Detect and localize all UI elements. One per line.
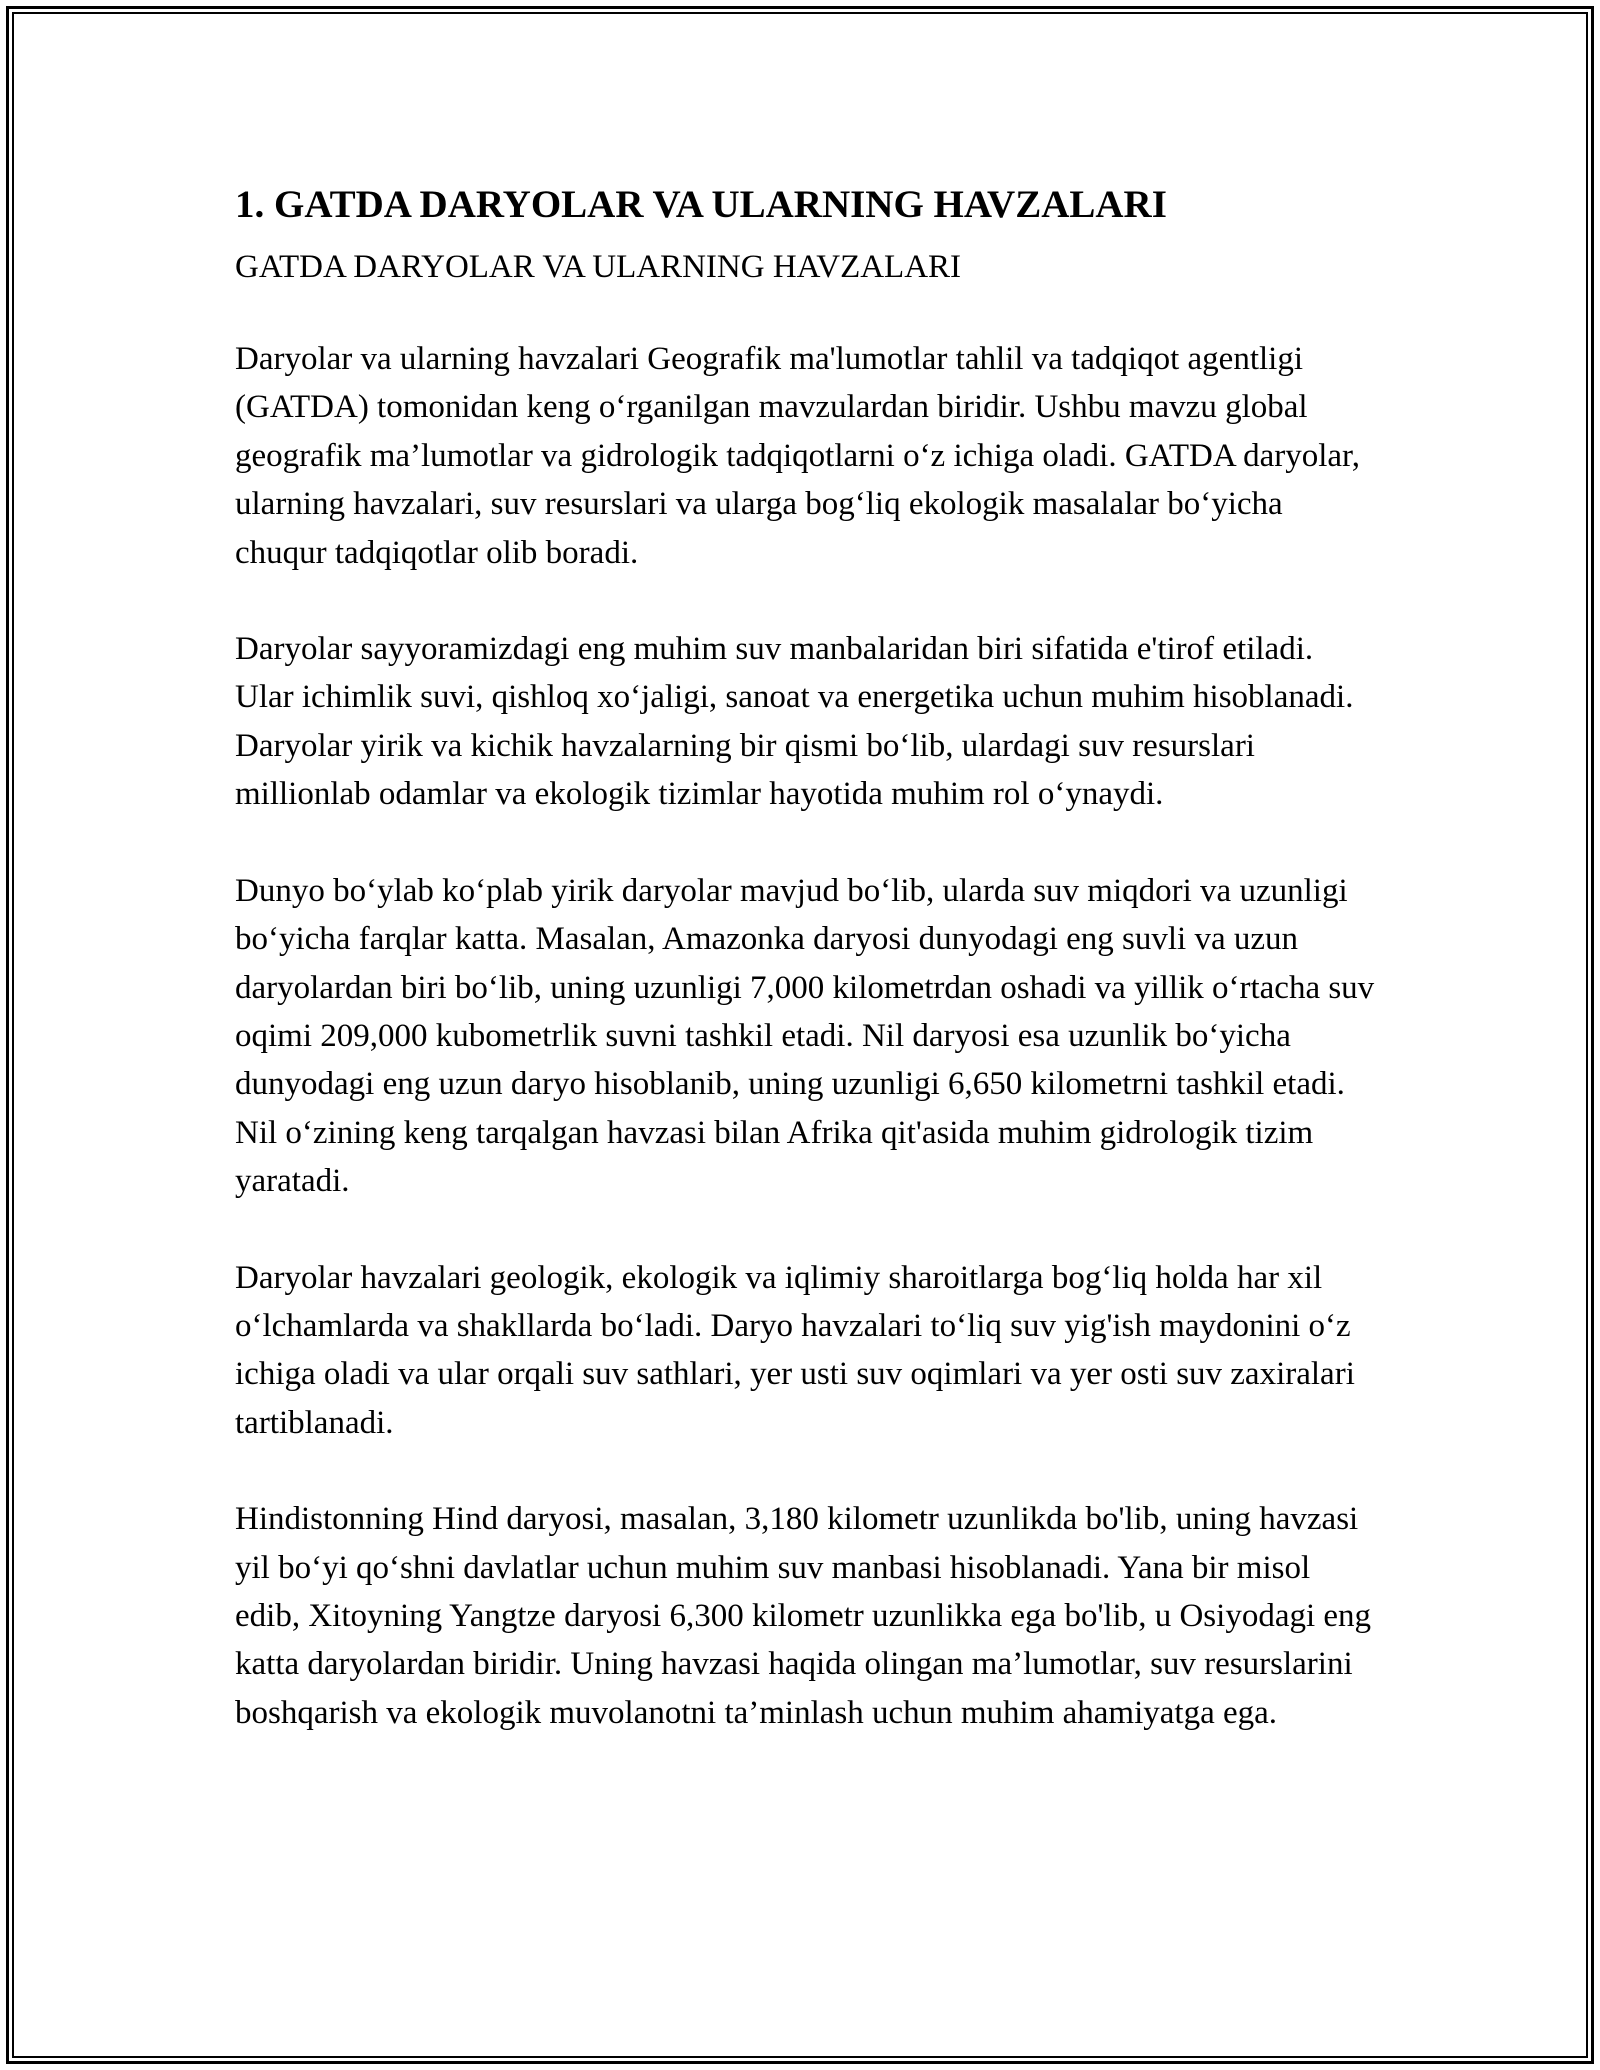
paragraph-5: Hindistonning Hind daryosi, masalan, 3,180 kilometr uzunlikda bo'lib, uning havzasi yil bo‘yi qo‘shni davlatlar uchun muhim suv manbasi hisoblanadi. Yana bir misol edib, Xitoyning Yangtze daryosi 6,300 kilometr uzunlikka ega bo'lib, u Osiyodagi eng katta daryolardan biridir. Uning havzasi haqida olingan ma’lumotlar, suv resurslarini boshqarish va ekologik muvolanotni ta’minlash uchun muhim ahamiyatga ega. bbox=[235, 1501, 1372, 1731]
document-subheading: GATDA DARYOLAR VA ULARNING HAVZALARI bbox=[235, 248, 962, 285]
document-body bbox=[235, 182, 1375, 1785]
document-heading: 1. GATDA DARYOLAR VA ULARNING HAVZALARI bbox=[235, 183, 1167, 226]
paragraph-2: Daryolar sayyoramizdagi eng muhim suv manbalaridan biri sifatida e'tirof etiladi. Ular ichimlik suvi, qishloq xo‘jaligi, sanoat va energetika uchun muhim hisoblanadi. Daryolar yirik va kichik havzalarning bir qismi bo‘lib, ulardagi suv resurslari millionlab odamlar va ekologik tizimlar hayotida muhim rol o‘ynaydi. bbox=[235, 631, 1354, 813]
paragraph-1: Daryolar va ularning havzalari Geografik ma'lumotlar tahlil va tadqiqot agentligi (GATDA) tomonidan keng o‘rganilgan mavzulardan biridir. Ushbu mavzu global geografik ma’lumotlar va gidrologik tadqiqotlarni o‘z ichiga oladi. GATDA daryolar, ularning havzalari, suv resurslari va ularga bog‘liq ekologik masalalar bo‘yicha chuqur tadqiqotlar olib boradi. bbox=[235, 341, 1360, 571]
paragraph-4: Daryolar havzalari geologik, ekologik va iqlimiy sharoitlarga bog‘liq holda har xil o‘lchamlarda va shakllarda bo‘ladi. Daryo havzalari to‘liq suv yig'ish maydonini o‘z ichiga oladi va ular orqali suv sathlari, yer usti suv oqimlari va yer osti suv zaxiralari tartiblanadi. bbox=[235, 1259, 1355, 1441]
paragraph-3: Dunyo bo‘ylab ko‘plab yirik daryolar mavjud bo‘lib, ularda suv miqdori va uzunligi bo‘yicha farqlar katta. Masalan, Amazonka daryosi dunyodagi eng suvli va uzun daryolardan biri bo‘lib, uning uzunligi 7,000 kilometrdan oshadi va yillik o‘rtacha suv oqimi 209,000 kubometrlik suvni tashkil etadi. Nil daryosi esa uzunlik bo‘yicha dunyodagi eng uzun daryo hisoblanib, uning uzunligi 6,650 kilometrni tashkil etadi. Nil o‘zining keng tarqalgan havzasi bilan Afrika qit'asida muhim gidrologik tizim yaratadi. bbox=[235, 872, 1375, 1200]
